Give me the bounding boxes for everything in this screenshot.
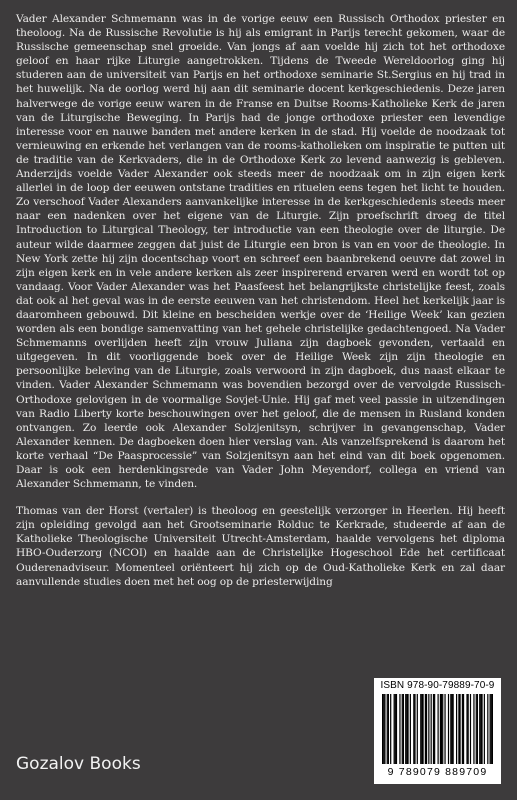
barcode-bar xyxy=(407,694,408,764)
barcode-bar xyxy=(477,694,478,764)
barcode-bar xyxy=(396,694,397,764)
barcode-digits: 9 789079 889709 xyxy=(387,766,488,778)
barcode-bar xyxy=(458,694,459,764)
barcode-bar xyxy=(382,694,383,764)
barcode-bar xyxy=(487,694,488,764)
barcode-bar xyxy=(484,694,485,764)
barcode-bar xyxy=(395,694,396,764)
isbn-barcode xyxy=(374,678,501,784)
barcode-bar xyxy=(406,694,407,764)
barcode-bar xyxy=(399,694,400,764)
publisher-name: Gozalov Books xyxy=(16,754,141,774)
barcode-bar xyxy=(384,694,385,764)
translator-bio-paragraph: Thomas van der Horst (vertaler) is theoloog en geestelijk verzorger in Heerlen. Hij heeft zijn opleiding gevolgd aan het Grootseminarie Rolduc te Kerkrade, studeerde af aan de Katholieke Theologische Universiteit Utrecht-Amsterdam, haalde vervolgens het diploma HBO-Ouderzorg (NCOI) en haalde aan de Christelijke Hogeschool Ede het certificaat Ouderenadviseur. Momenteel oriënteert hij zich op de Oud-Katholieke Kerk en zal daar aanvullende studies doen met het oog op de priesterwijding xyxy=(16,505,505,588)
barcode-bar xyxy=(473,694,474,764)
barcode-bars xyxy=(382,694,493,764)
barcode-bar xyxy=(422,694,423,764)
barcode-bar xyxy=(448,694,449,764)
barcode-bar xyxy=(462,694,463,764)
barcode-bar xyxy=(476,694,477,764)
back-cover-text xyxy=(16,12,505,589)
description-paragraph: Vader Alexander Schmemann was in de vorige eeuw een Russisch Orthodox priester en theoloog. Na de Russische Revolutie is hij als emigrant in Parijs terecht gekomen, waar de Russische gemeenschap snel groeide. Van jongs af aan voelde hij zich tot het orthodoxe geloof en haar rijke Liturgie aangetrokken. Tijdens de Tweede Wereldoorlog ging hij studeren aan de universiteit van Parijs en het orthodoxe seminarie St.Sergius en hij trad in het huwelijk. Na de oorlog werd hij aan dit seminarie docent kerkgeschiedenis. Deze jaren halverwege de vorige eeuw waren in de Franse en Duitse Rooms-Katholieke Kerk de jaren van de Liturgische Beweging. In Parijs had de jonge orthodoxe priester een levendige interesse voor en nauwe banden met andere kerken in de stad. Hij voelde de noodzaak tot vernieuwing en erkende het verlangen van de rooms-katholieken om inspiratie te putten uit de traditie van de Kerkvaders, die in de Orthodoxe Kerk zo levend aanwezig is gebleven. Anderzijds voelde Vader Alexander ook steeds meer de noodzaak om in zijn eigen kerk allerlei in de loop der eeuwen ontstane tradities en rituelen eens tegen het licht te houden. Zo verschoof Vader Alexanders aanvankelijke interesse in de kerkgeschiedenis steeds meer naar een nadenken over het eigene van de Liturgie. Zijn proefschrift droeg de titel Introduction to Liturgical Theology, ter introductie van een theologie over de liturgie. De auteur wilde daarmee zeggen dat juist de Liturgie een bron is van en voor de theologie. In New York zette hij zijn docentschap voort en schreef een baanbrekend oeuvre dat zowel in zijn eigen kerk en in vele andere kerken als zeer inspirerend ervaren werd en wordt tot op vandaag. Voor Vader Alexander was het Paasfeest het belangrijkste christelijke feest, zoals dat ook al het geval was in de eerste eeuwen van het christendom. Heel het kerkelijk jaar is daaromheen gebouwd. Dit kleine en bescheiden werkje over de ‘Heilige Week’ kan gezien worden als een bondige samenvatting van het gehele christelijke gedachtengoed. Na Vader Schmemanns overlijden heeft zijn vrouw Juliana zijn dagboek gevonden, vertaald en uitgegeven. In dit voorliggende boek over de Heilige Week zijn zijn theologie en persoonlijke beleving van de Liturgie, zoals verwoord in zijn dagboek, dus naast elkaar te vinden. Vader Alexander Schmemann was bovendien bezorgd over de vervolgde Russisch-Orthodoxe gelovigen in de voormalige Sovjet-Unie. Hij gaf met veel passie in uitzendingen van Radio Liberty korte beschouwingen over het geloof, die de mensen in Rusland konden ontvangen. Zo leerde ook Alexander Solzjenitsyn, schrijver in gevangenschap, Vader Alexander kennen. De dagboeken doen hier verslag van. Als vanzelfsprekend is daarom het korte verhaal “De Paasprocessie” van Solzjenitsyn aan het eind van dit boek opgenomen. Daar is ook een herdenkingsrede van Vader John Meyendorf, collega en vriend van Alexander Schmemann, te vinden. xyxy=(16,13,505,491)
barcode-bar xyxy=(425,694,426,764)
isbn-label: ISBN 978-90-79889-70-9 xyxy=(380,680,495,691)
barcode-bar xyxy=(402,694,403,764)
barcode-bar xyxy=(428,694,429,764)
barcode-bar xyxy=(438,694,439,764)
barcode-bar xyxy=(440,694,441,764)
barcode-bar xyxy=(390,694,391,764)
barcode-bar xyxy=(394,694,395,764)
barcode-bar xyxy=(441,694,442,764)
barcode-bar xyxy=(459,694,460,764)
barcode-bar xyxy=(463,694,464,764)
barcode-bar xyxy=(413,694,414,764)
barcode-bar xyxy=(466,694,467,764)
barcode-bar xyxy=(453,694,454,764)
barcode-bar xyxy=(442,694,443,764)
barcode-bar xyxy=(417,694,418,764)
barcode-bar xyxy=(426,694,427,764)
barcode-bar xyxy=(434,694,435,764)
barcode-bar xyxy=(444,694,445,764)
barcode-bar xyxy=(492,694,493,764)
barcode-bar xyxy=(414,694,415,764)
barcode-bar xyxy=(450,694,451,764)
barcode-bar xyxy=(431,694,432,764)
barcode-bar xyxy=(479,694,480,764)
barcode-bar xyxy=(480,694,481,764)
barcode-bar xyxy=(468,694,469,764)
barcode-bar xyxy=(491,694,492,764)
barcode-bar xyxy=(490,694,491,764)
barcode-bar xyxy=(451,694,452,764)
barcode-bar xyxy=(405,694,406,764)
barcode-bar xyxy=(421,694,422,764)
barcode-bar xyxy=(470,694,471,764)
barcode-bar xyxy=(403,694,404,764)
barcode-bar xyxy=(433,694,434,764)
barcode-bar xyxy=(388,694,389,764)
barcode-bar xyxy=(420,694,421,764)
barcode-bar xyxy=(410,694,411,764)
barcode-bar xyxy=(387,694,388,764)
barcode-bar xyxy=(481,694,482,764)
barcode-bar xyxy=(383,694,384,764)
barcode-bar xyxy=(456,694,457,764)
